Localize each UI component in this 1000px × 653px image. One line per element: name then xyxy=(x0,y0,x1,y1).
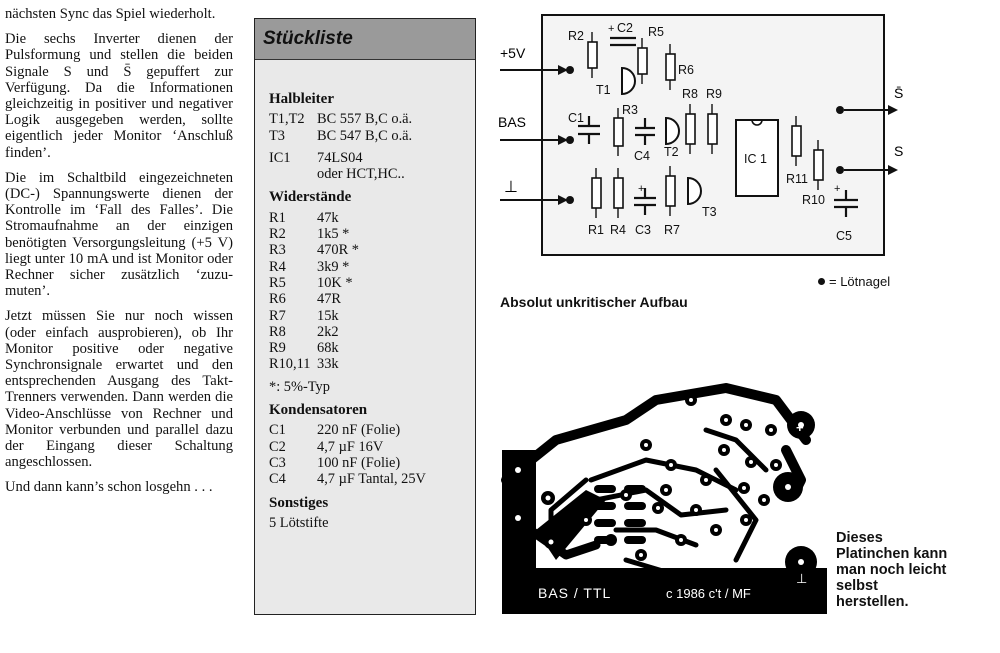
label-r6: R6 xyxy=(678,63,694,77)
resistor-r3 xyxy=(614,118,623,146)
footnote: *: 5%-Typ xyxy=(269,378,330,395)
part-value: 4,7 µF 16V xyxy=(317,438,384,455)
part-ref: C4 xyxy=(269,471,286,488)
label-c2: C2 xyxy=(617,21,633,35)
pcb-caption-line: herstellen. xyxy=(836,594,909,610)
part-row xyxy=(269,210,475,226)
part-row xyxy=(269,111,475,127)
solder-pin-dot-icon xyxy=(818,278,825,285)
label-s: S xyxy=(894,143,904,159)
article-paragraph: Und dann kann’s schon losgehn . . . xyxy=(5,479,213,496)
resistor-r1 xyxy=(592,178,601,208)
label-r1: R1 xyxy=(588,223,604,237)
part-ref: C3 xyxy=(269,454,286,471)
resistor-r4 xyxy=(614,178,623,208)
part-value: 74LS04 xyxy=(317,149,363,166)
part-ref: R4 xyxy=(269,258,286,275)
resistor-r9 xyxy=(708,114,717,144)
part-row xyxy=(269,356,475,372)
pcb-caption-line: selbst xyxy=(836,578,878,594)
pcb-caption-line: Platinchen kann xyxy=(836,546,948,562)
part-ref: R8 xyxy=(269,323,286,340)
part-ref: R7 xyxy=(269,307,286,324)
part-row xyxy=(269,471,475,487)
label-bas: BAS xyxy=(498,114,527,130)
section-title-halbleiter: Halbleiter xyxy=(269,91,334,107)
part-row xyxy=(269,308,475,324)
article-text-column xyxy=(5,6,233,505)
part-ref: R3 xyxy=(269,242,286,259)
part-ref: T1,T2 xyxy=(269,111,305,128)
part-row xyxy=(269,259,475,275)
part-value: BC 557 B,C o.ä. xyxy=(317,111,413,128)
part-value: 47k xyxy=(317,209,339,226)
part-row xyxy=(269,340,475,356)
label-r3: R3 xyxy=(622,103,638,117)
part-value: 68k xyxy=(317,340,339,357)
section-title-kondensatoren: Kondensatoren xyxy=(269,402,368,419)
label-r2: R2 xyxy=(568,29,584,43)
article-paragraph: nächsten Sync das Spiel wiederholt. xyxy=(5,6,216,22)
parts-list-body xyxy=(255,60,475,531)
label-r7: R7 xyxy=(664,223,680,237)
part-row xyxy=(269,455,475,471)
part-row xyxy=(269,150,475,166)
part-value: oder HCT,HC.. xyxy=(317,166,405,183)
pcb-trace xyxy=(706,430,766,470)
parts-list-header xyxy=(255,19,475,60)
label-c5: C5 xyxy=(836,229,852,243)
part-value: 470R * xyxy=(317,242,359,259)
label-c1: C1 xyxy=(568,111,584,125)
part-row xyxy=(269,242,475,258)
part-ref: R6 xyxy=(269,291,286,308)
part-value: 100 nF (Folie) xyxy=(317,454,401,471)
part-row: 5 Lötstifte xyxy=(269,514,329,531)
pcb-gnd-label: ⊥ xyxy=(796,571,808,586)
part-value: 4,7 µF Tantal, 25V xyxy=(317,471,426,488)
resistor-r8 xyxy=(686,114,695,144)
label-ic1: IC 1 xyxy=(744,152,767,166)
pcb-label-left: BAS / TTL xyxy=(538,585,612,601)
resistor-r5 xyxy=(638,48,647,74)
label-c4: C4 xyxy=(634,149,650,163)
part-row xyxy=(269,422,475,438)
layout-caption: Absolut unkritischer Aufbau xyxy=(500,294,688,310)
pcb-caption xyxy=(836,530,996,610)
part-row xyxy=(269,128,475,144)
part-row xyxy=(269,324,475,340)
label-s-bar: S̄ xyxy=(894,85,904,101)
label-t3: T3 xyxy=(702,205,717,219)
resistor-r2 xyxy=(588,42,597,68)
legend xyxy=(818,274,890,289)
part-ref xyxy=(269,166,317,182)
part-ref: R1 xyxy=(269,209,286,226)
label-r11: R11 xyxy=(786,172,809,186)
section-title-widerstaende: Widerstände xyxy=(269,189,352,206)
label-t1: T1 xyxy=(596,83,611,97)
legend-label: = Lötnagel xyxy=(829,274,891,289)
part-ref: C2 xyxy=(269,438,286,455)
pcb-label-right: c 1986 c't / MF xyxy=(666,586,751,601)
part-row xyxy=(269,275,475,291)
part-ref: R2 xyxy=(269,226,286,243)
part-ref: C1 xyxy=(269,422,286,439)
pcb-artwork xyxy=(496,370,831,620)
svg-text:+: + xyxy=(608,23,615,35)
article-paragraph: Die im Schaltbild eingezeichneten (DC-) Spannungswerte dienen der Kontrolle im ‘Fall des Falles’. Die Stromaufnahme an der einzigen benötigten Versorgungsleitung (+5 V) liegt unter 10 mA und ist Monitor oder Rechner sicher zusätzlich ‘zuzumuten’. xyxy=(5,169,233,300)
label-r10: R10 xyxy=(802,193,825,207)
resistor-r7 xyxy=(666,176,675,206)
article-paragraph: Jetzt müssen Sie nur noch wissen (oder einfach ausprobieren), ob Ihr Monitor positive oder negative Synchronsignale erwartet und den entsprechenden Ausgang des Takt-Trenners verwenden. Dann werden die Video-Anschlüsse von Rechner und Monitor verbunden und parallel dazu der Eingang dieser Schaltung angeschlossen. xyxy=(5,308,233,471)
part-value: 3k9 * xyxy=(317,258,350,275)
label-r5: R5 xyxy=(648,25,664,39)
part-row xyxy=(269,291,475,307)
part-row xyxy=(269,166,475,182)
label-r8: R8 xyxy=(682,87,698,101)
part-value: 33k xyxy=(317,356,339,373)
resistor-r6 xyxy=(666,54,675,80)
article-paragraph: Die sechs Inverter dienen der Pulsformung und stellen die beiden Signale S und S̄ gepuffert zur Verfügung. Da die Informationen gleichzeitig in positiver und negativer Logik ausgegeben werden, sollte eigentlich jeder Monitor ‘Anschluß finden’. xyxy=(5,31,233,161)
label-t2: T2 xyxy=(664,145,679,159)
pcb-caption-line: Dieses xyxy=(836,530,883,546)
part-ref: R9 xyxy=(269,340,286,357)
resistor-r10 xyxy=(814,150,823,180)
parts-list-title: Stückliste xyxy=(263,28,353,49)
label-gnd: ⊥ xyxy=(504,179,518,196)
pcb-caption-line: man noch leicht xyxy=(836,562,947,578)
label-c3: C3 xyxy=(635,223,651,237)
resistor-r11 xyxy=(792,126,801,156)
part-ref: R10,11 xyxy=(269,356,311,373)
part-ref: IC1 xyxy=(269,149,291,166)
part-value: 2k2 xyxy=(317,323,339,340)
label-r9: R9 xyxy=(706,87,722,101)
part-value: 47R xyxy=(317,291,341,308)
part-value: 220 nF (Folie) xyxy=(317,422,401,439)
pcb-plus-label: + xyxy=(796,420,804,435)
svg-text:+: + xyxy=(834,183,841,195)
part-row xyxy=(269,226,475,242)
part-ref: T3 xyxy=(269,127,285,144)
part-value: 15k xyxy=(317,307,339,324)
section-title-sonstiges: Sonstiges xyxy=(269,494,329,511)
label-5v: +5V xyxy=(500,45,526,61)
part-value: 1k5 * xyxy=(317,226,350,243)
part-ref: R5 xyxy=(269,274,286,291)
label-r4: R4 xyxy=(610,223,626,237)
parts-list-box xyxy=(254,18,476,615)
part-value: BC 547 B,C o.ä. xyxy=(317,127,413,144)
part-row xyxy=(269,439,475,455)
svg-text:+: + xyxy=(638,183,645,195)
part-value: 10K * xyxy=(317,274,353,291)
component-layout-diagram xyxy=(490,10,910,270)
